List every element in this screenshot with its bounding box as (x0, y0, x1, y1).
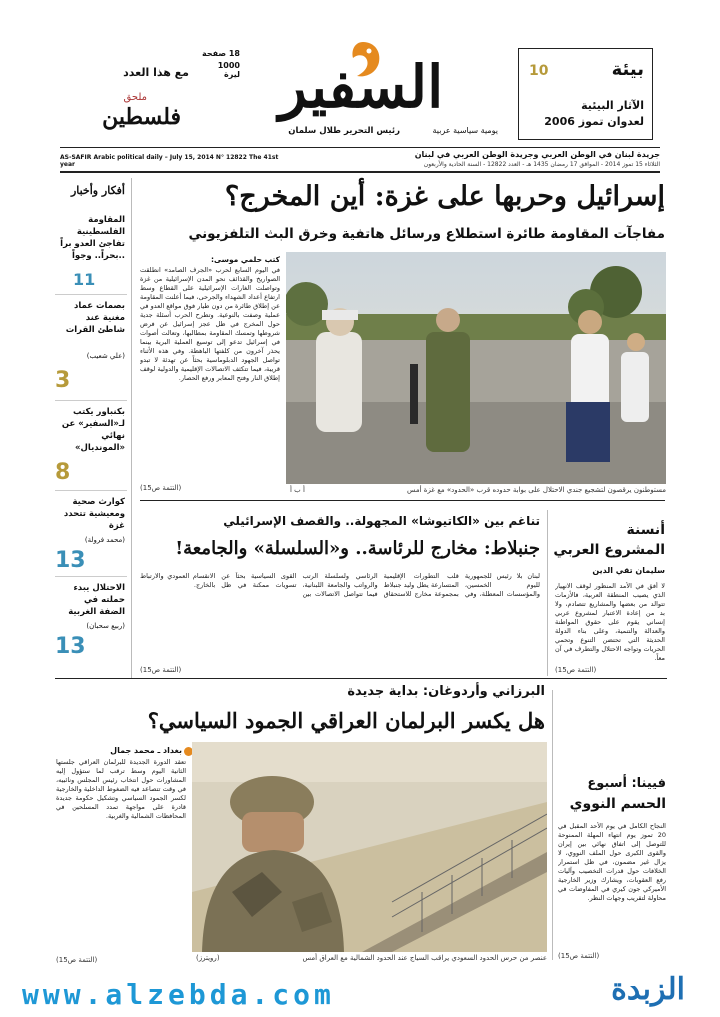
sidebar-item-text[interactable]: كوارث صحية ومعيشية تتحدد غزة (63, 497, 125, 531)
vienna-body: النجاح الكامل في يوم الأحد المقبل في 20 تموز يوم انتهاء المهلة الممنوحة للتوصل إلى اتفاق نهائي بين إيران والقوى الكبرى حول الملف النووي، لا يزال غير مضمون، في ظل استمرار الخلافات حول قدرات التخصيب وآليات رفع العقوبات، ويشارك وزير الخارجية الأميركي جون كيري في المفاوضات في محاولة لتقريب وجهات النظر. (558, 822, 666, 902)
vienna-separator (552, 690, 553, 960)
iraq-kicker: البرزاني وأردوغان: بداية جديدة (347, 684, 545, 699)
jumblatt-continued: (التتمة ص15) (140, 666, 182, 674)
sidebar-ideas-title: أفكار وأخبار (70, 184, 125, 197)
lead-subhead: مفاجآت المقاومة طائرة استطلاع ورسائل هاتفية وخرق البث التلفزيوني (188, 226, 665, 242)
watermark-brand: الزبدة (611, 972, 685, 1007)
lead-photo-credit: أ ب أ (290, 486, 305, 494)
iraq-body: تعقد الدورة الجديدة للبرلمان العراقي جلستها الثانية اليوم وسط ترقب لما ستؤول إليه المشاورات حول انتخاب رئيس المجلس ونائبيه، في وقت تتصاعد فيه الضغوط الداخلية والخارجية لكسر الجمود السياسي وتشكيل حكومة جديدة قادرة على مواجهة تمدد المسلحين في المحافظات الشمالية والغربية. (56, 758, 186, 820)
supplement-name: فلسطين (102, 104, 181, 130)
dateline: الثلاثاء 15 تموز 2014 - الموافق 17 رمضان 1435 هـ - العدد 12822 - السنة الحادية والأربعون (423, 161, 660, 168)
vienna-continued: (التتمة ص15) (558, 952, 600, 960)
environment-section: بيئة (611, 59, 644, 80)
sidebar (55, 178, 127, 678)
vienna-title-2: الحسم النووي (569, 796, 666, 812)
insaniya-title-1[interactable]: أنسنة (626, 522, 665, 538)
masthead-rule-bottom (60, 171, 660, 173)
iraq-photo (192, 742, 547, 952)
lead-continued: (التتمة ص15) (140, 484, 182, 492)
sidebar-item-page: 3 (55, 368, 71, 393)
insaniya-title-2: المشروع العربي (553, 542, 665, 558)
environment-line1: الآثار البيئية (581, 99, 644, 112)
watermark-website[interactable]: www.alzebda.com (22, 978, 335, 1011)
iraq-headline[interactable]: هل يكسر البرلمان العراقي الجمود السياسي؟ (147, 708, 545, 733)
tagline: يومية سياسية عربية (432, 126, 498, 135)
environment-line2: لعدوان تموز 2006 (544, 115, 644, 128)
iraq-photo-credit: (رويترز) (196, 954, 220, 962)
sidebar-item-page: 13 (55, 634, 86, 659)
slogan: جريدة لبنان في الوطن العربي وجريدة الوطن العربي في لبنان (414, 150, 660, 159)
section-rule (55, 678, 667, 679)
environment-box[interactable] (518, 48, 653, 140)
sidebar-item-text[interactable]: المقاومة الفلسطينية تفاجئ العدو براً ..بحراً.. وجواً (60, 215, 125, 261)
jumblatt-kicker: تناغم بين «الكاتيوشا» المجهولة.. والقصف الإسرائيلي (223, 514, 540, 528)
sidebar-item-author: (محمد فرولة) (84, 536, 125, 544)
sidebar-divider (55, 490, 127, 491)
chief-editor: رئيس التحرير طلال سلمان (288, 126, 400, 136)
iraq-byline: بغداد ـ محمد جمال (110, 746, 182, 755)
sidebar-item-text[interactable]: الاحتلال يبدء حملته في الضفة الغربية (68, 583, 125, 617)
sidebar-divider (55, 576, 127, 577)
price: 1000 ليرة (217, 61, 240, 79)
section-rule (140, 500, 665, 501)
lead-photo (286, 252, 666, 484)
supplement-title: مع هذا العدد (123, 66, 189, 79)
sidebar-divider (55, 400, 127, 401)
lead-photo-caption: مستوطنون يرقصون لتشجيع جندي الاحتلال على بوابة حدوده قرب «الحدود» مع غزة أمس (406, 486, 666, 494)
sidebar-item-page: 11 (73, 270, 96, 289)
iraq-continued: (التتمة ص15) (56, 956, 98, 964)
insaniya-body: لا أفق في الأمد المنظور لوقف الانهيار الذي يصيب المنطقة العربية، فالأزمات تتوالد من بعضها والمشاريع تتصادم، ولا بد من إعادة الاعتبار لمشروع عربي إنساني يقوم على حقوق المواطنة والعدالة والتنمية، وعلى بناء الدولة الحديثة التي تحتضن التنوع وتحمي الحريات وتواجه الاحتلال والتطرف في آن معاً. (555, 582, 665, 662)
jumblatt-body: لبنان بلا رئيس للجمهورية لليوم الخمسين، والمؤسسات المعطلة، وفي قلب التطورات الإقليمية المتسارعة يطل وليد جنبلاط بمجموعة مخارج للاستحقاق الرئاسي ولسلسلة الرتب والرواتب والجامعة اللبنانية، فيما تتواصل الاتصالات بين القوى السياسية بحثاً عن تسويات ممكنة في ظل الانقسام العمودي والارتباط بالخارج. (140, 572, 540, 598)
insaniya-separator (547, 510, 548, 676)
iraq-photo-caption: عنصر من حرس الحدود السعودي يراقب السياج عند الحدود الشمالية مع العراق أمس (302, 954, 547, 962)
masthead (0, 0, 720, 176)
sidebar-item-text[interactable]: بكنباور يكتب لـ«السفير» عن نهائي «المونديال» (61, 407, 125, 453)
jumblatt-headline[interactable]: جنبلاط: مخارج للرئاسة.. و«السلسلة» والجامعة! (175, 538, 540, 559)
supplement-box[interactable] (77, 52, 195, 132)
sidebar-item-author: (علي شعيب) (86, 352, 125, 360)
masthead-rule-top (60, 147, 660, 148)
supplement-label: ملحق (123, 92, 147, 103)
lead-body: في اليوم السابع لحرب «الجرف الصامد» انطلقت الصواريخ والقذائف نحو المدن الإسرائيلية من غزة وتواصلت الغارات الإسرائيلية على القطاع وسط ارتفاع أعداد الشهداء والجرحى، فيما أعلنت المقاومة عن إطلاق طائرة من دون طيار فوق مواقع العدو في عملية وصفت بالنوعية. وتطرح الحرب أسئلة جدية حول المخرج في ظل عجز إسرائيل عن فرض شروطها وتمسك المقاومة بمطالبها، وتعالت أصوات في إسرائيل تدعو إلى توسيع العملية البرية بينما يحذر آخرون من كلفتها الباهظة. وفي هذه الأثناء تواصل الجهود الدبلوماسية بحثاً عن تهدئة لا تبدو قريبة، فيما تتكثف الاتصالات الإقليمية والدولية لوقف إطلاق النار وفتح المعابر ورفع الحصار. (140, 266, 280, 382)
sidebar-separator (131, 178, 132, 678)
sidebar-item-author: (ربيع سحبان) (86, 622, 125, 630)
sidebar-item-page: 8 (55, 460, 71, 485)
sidebar-divider (55, 294, 127, 295)
page-count: 18 صفحة (201, 49, 240, 58)
sidebar-item-text[interactable]: بصمات عماد مغنية عند شاطئ القرات (65, 301, 125, 335)
english-dateline: AS-SAFIR Arabic political daily – July 15, 2014 N° 12822 The 41st year (60, 154, 279, 168)
lead-byline: كتب حلمي موسى: (211, 255, 280, 264)
vienna-title-1[interactable]: فيينا: أسبوع (587, 776, 666, 791)
lead-headline[interactable]: إسرائيل وحربها على غزة: أين المخرج؟ (224, 181, 665, 212)
environment-page-number: 10 (529, 63, 549, 79)
sidebar-item-page: 13 (55, 548, 86, 573)
logo-text: السفير (278, 53, 444, 121)
insaniya-continued: (التتمة ص15) (555, 666, 597, 674)
insaniya-author: سليمان تقي الدين (592, 566, 665, 575)
